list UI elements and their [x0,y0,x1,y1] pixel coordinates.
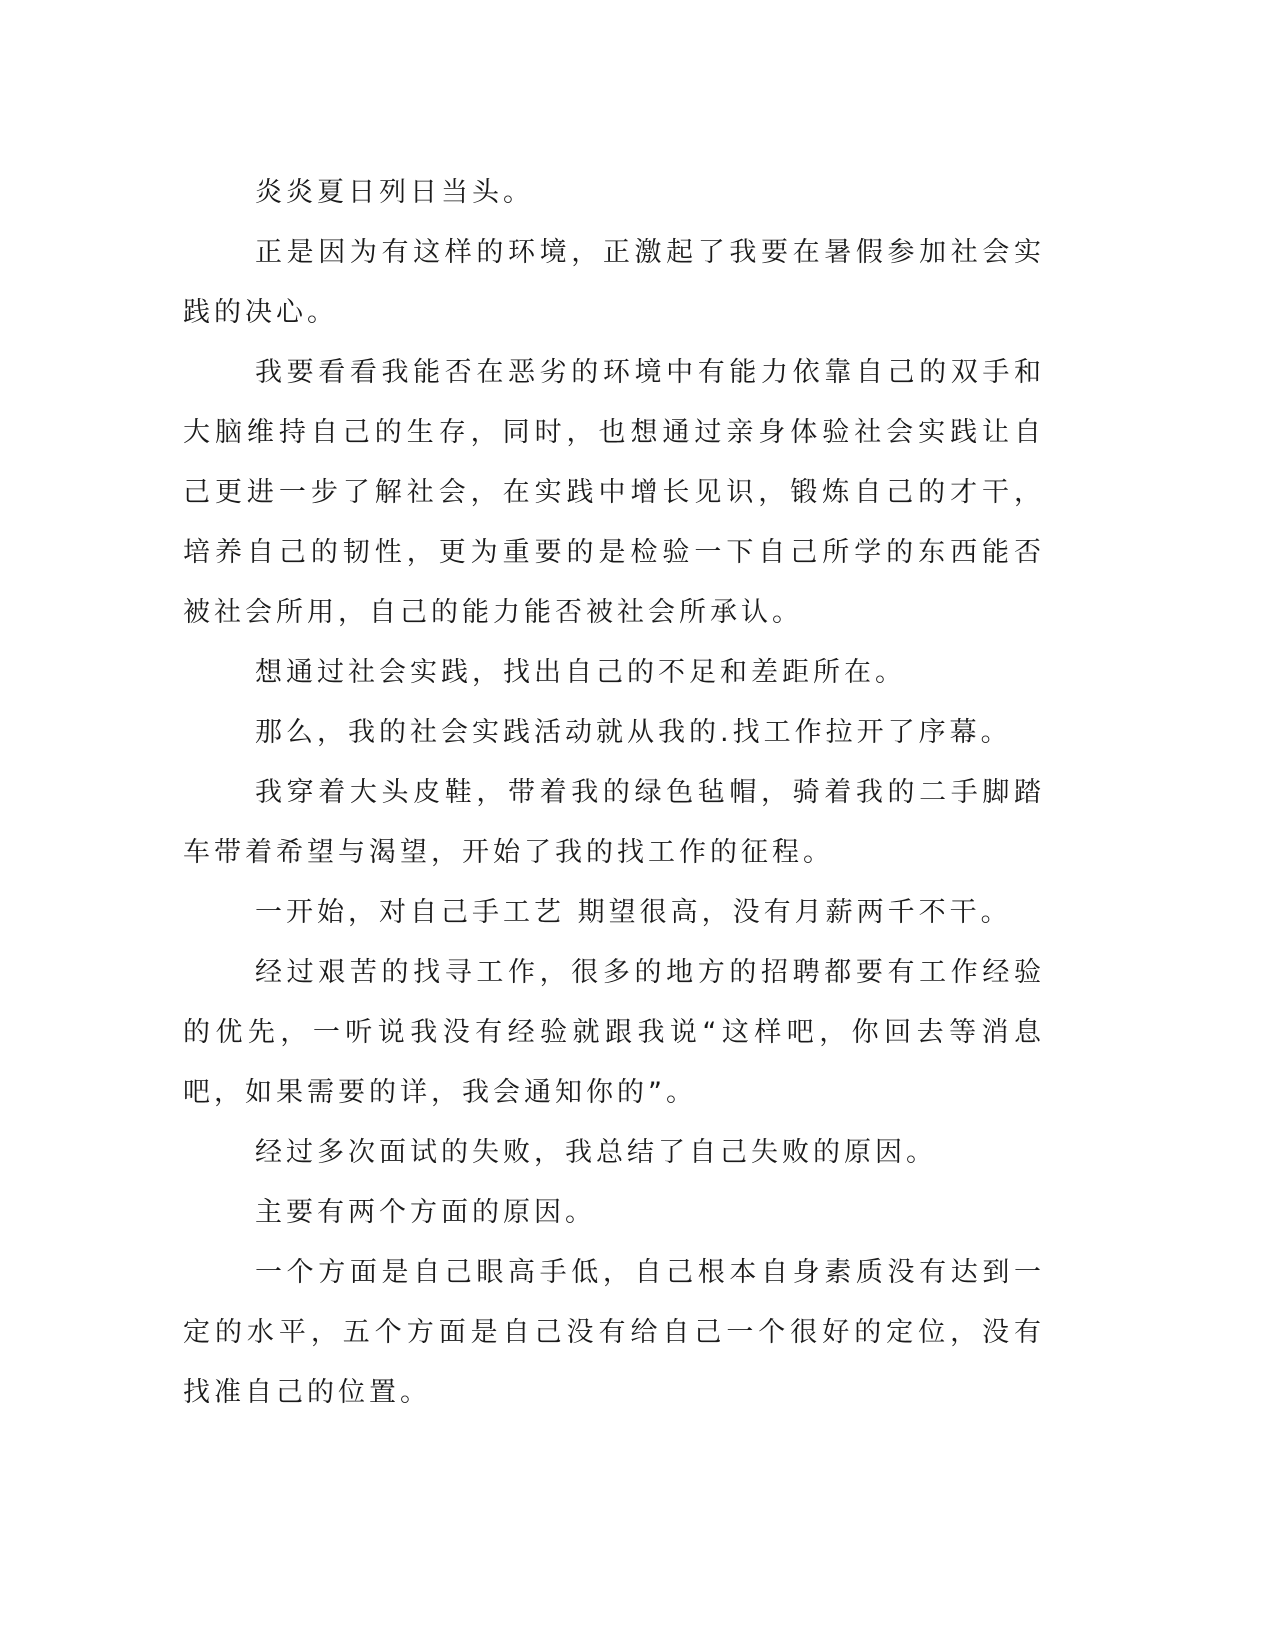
paragraph: 一开始，对自己手工艺 期望很高，没有月薪两千不干。 [255,897,1012,928]
paragraph: 经过多次面试的失败，我总结了自己失败的原因。 [255,1137,937,1168]
paragraph: 一个方面是自己眼高手低，自己根本自身素质没有达到一定的水平，五个方面是自己没有给自己一个很好的定位，没有找准自己的位置。 [183,1257,1045,1408]
paragraph: 正是因为有这样的环境，正激起了我要在暑假参加社会实践的决心。 [183,237,1045,328]
paragraph: 主要有两个方面的原因。 [255,1197,596,1228]
paragraph: 想通过社会实践，找出自己的不足和差距所在。 [255,657,906,688]
paragraph: 我穿着大头皮鞋，带着我的绿色毡帽，骑着我的二手脚踏车带着希望与渴望，开始了我的找工作的征程。 [183,777,1045,868]
document-body [183,163,1045,1423]
paragraph: 炎炎夏日列日当头。 [255,177,534,208]
paragraph: 那么，我的社会实践活动就从我的.找工作拉开了序幕。 [255,717,1012,748]
paragraph: 经过艰苦的找寻工作，很多的地方的招聘都要有工作经验的优先，一听说我没有经验就跟我说“这样吧，你回去等消息吧，如果需要的详，我会通知你的”。 [183,957,1045,1108]
paragraph: 我要看看我能否在恶劣的环境中有能力依靠自己的双手和大脑维持自己的生存，同时，也想通过亲身体验社会实践让自己更进一步了解社会，在实践中增长见识，锻炼自己的才干，培养自己的韧性，更为重要的是检验一下自己所学的东西能否被社会所用，自己的能力能否被社会所承认。 [183,357,1045,628]
